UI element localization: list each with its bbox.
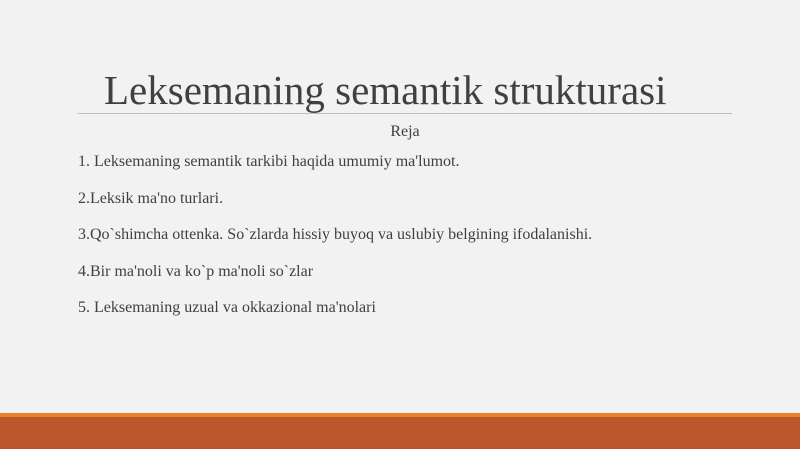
plan-item: 4.Bir ma'noli va ko`p ma'noli so`zlar (78, 262, 314, 280)
title-divider (78, 113, 732, 114)
plan-item: 2.Leksik ma'no turlari. (78, 189, 224, 207)
plan-item: 1. Leksemaning semantik tarkibi haqida umumiy ma'lumot. (78, 153, 460, 170)
slide-title: Leksemaning semantik strukturasi (104, 67, 667, 113)
slide-subtitle: Reja (390, 123, 420, 140)
footer-accent-bar (0, 417, 800, 449)
plan-list (78, 152, 738, 335)
plan-item: 5. Leksemaning uzual va okkazional ma'nolari (78, 299, 376, 316)
plan-item: 3.Qo`shimcha ottenka. So`zlarda hissiy buyoq va uslubiy belgining ifodalanishi. (78, 226, 593, 243)
